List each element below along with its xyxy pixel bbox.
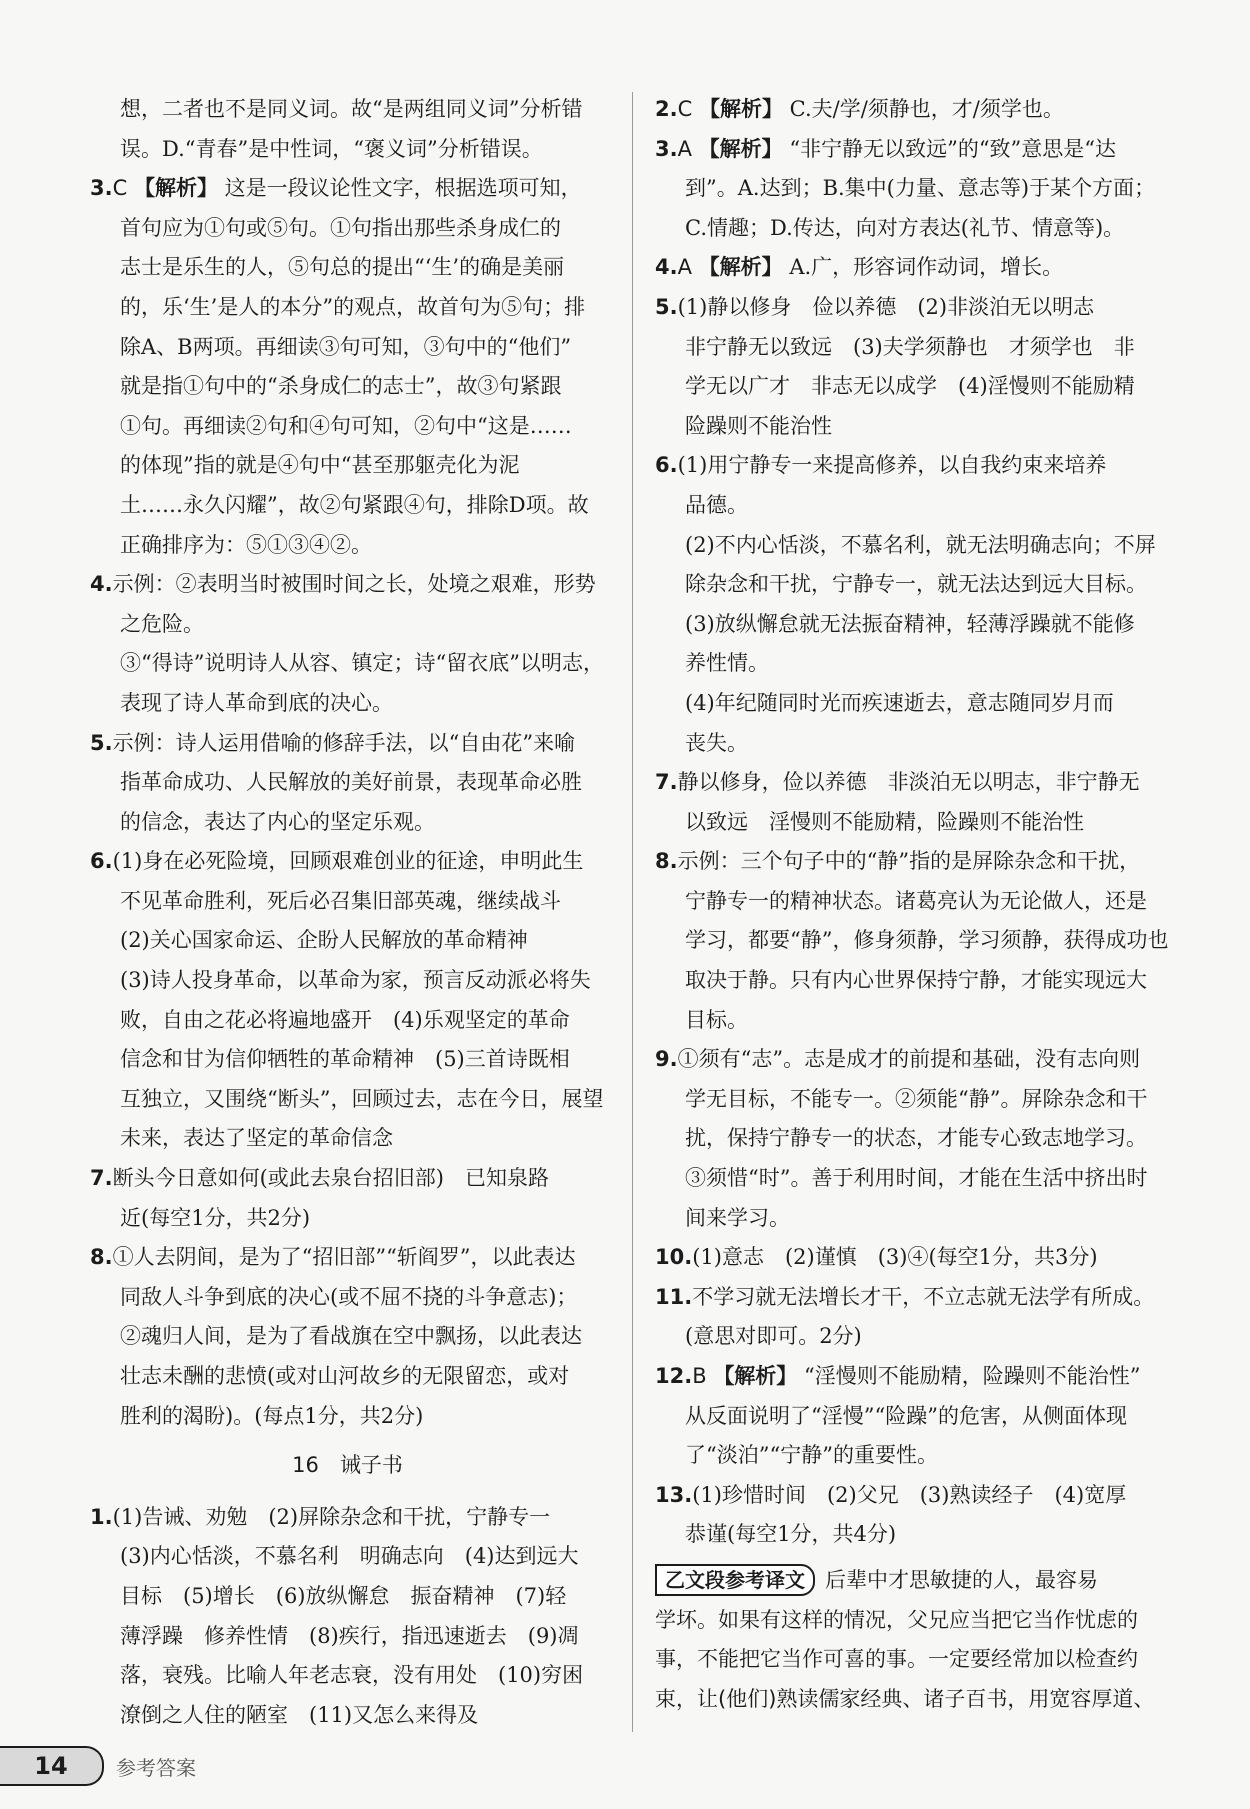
section-answer-item-4: 4.A 【解析】 A.广，形容词作动词，增长。: [655, 255, 1064, 280]
item-number: 6.: [655, 453, 678, 478]
item-number: 6.: [90, 849, 113, 874]
item-number: 5.: [655, 294, 678, 319]
item-number: 8.: [90, 1245, 113, 1270]
answer-item-6: 6.(1)身在必死险境，回顾艰难创业的征途，申明此生 不见革命胜利，死后必召集旧部英魂，继续战斗 (2)关心国家命运、企盼人民解放的革命精神 (3)诗人投身革命，以革命为家，预言反动派必将失 败，自由之花必将遍地盛开 (4)乐观坚定的革命 信念和甘为信仰牺牲的革命精神 (5)三首诗既相 互独立，又围绕“断头”，回顾过去，志在今日，展望 未来，表达了坚定的革命信念: [90, 849, 604, 1151]
answer-item-5: 5.示例：诗人运用借喻的修辞手法，以“自由花”来喻 指革命成功、人民解放的美好前景，表现革命必胜 的信念，表达了内心的坚定乐观。: [90, 730, 582, 834]
item-number: 13.: [655, 1482, 693, 1507]
continued-text: 想，二者也不是同义词。故“是两组同义词”分析错 误。D.“青春”是中性词，“褒义词”分析错误。: [120, 97, 583, 161]
choice-answer: A: [677, 255, 692, 280]
section-answer-item-9: 9.①须有“志”。志是成才的前提和基础，没有志向则 学无目标，不能专一。②须能“静”。屏除杂念和干 扰，保持宁静专一的状态，才能专心致志地学习。 ③须惜“时”。善于利用时间，才能在生活中挤出时 间来学习。: [655, 1047, 1148, 1230]
page-number: 14: [0, 1746, 104, 1786]
item-number: 12.: [655, 1364, 693, 1388]
answer-item-4: 4.示例：②表明当时被围时间之长，处境之艰难，形势 之危险。 ③“得诗”说明诗人从容、镇定；诗“留衣底”以明志， 表现了诗人革命到底的决心。: [90, 572, 604, 715]
column-divider: [632, 92, 633, 1732]
item-number: 1.: [90, 1504, 113, 1529]
item-number: 4.: [655, 255, 678, 280]
section-answer-item-5: 5.(1)静以修身 俭以养德 (2)非淡泊无以明志 非宁静无以致远 (3)夫学须静也 才须学也 非 学无以广才 非志无以成学 (4)淫慢则不能励精 险躁则不能治性: [655, 294, 1135, 438]
section-answer-item-7: 7.静以修身，俭以养德 非淡泊无以明志，非宁静无 以致远 淫慢则不能励精，险躁则不能治性: [655, 770, 1140, 834]
section-answer-item-3: 3.A 【解析】 “非宁静无以致远”的“致”意思是“达 到”。A.达到；B.集中(力量、意志等)于某个方面； C.情趣；D.传达，向对方表达(礼节、情意等)。: [655, 136, 1156, 240]
answer-item-8: 8.①人去阴间，是为了“招旧部”“斩阎罗”，以此表达 同敌人斗争到底的决心(或不屈不挠的斗争意志)； ②魂归人间，是为了看战旗在空中飘扬，以此表达 壮志未酬的悲愤(或对山河故乡的无限留恋，或对 胜利的渴盼)。(每点1分，共2分): [90, 1245, 582, 1428]
analysis-tag: 【解析】: [698, 97, 783, 121]
item-number: 7.: [90, 1166, 113, 1191]
item-number: 8.: [655, 849, 678, 874]
item-number: 4.: [90, 572, 113, 597]
answer-item-3: 3.C 【解析】 这是一段议论性文字，根据选项可知， 首句应为①句或⑤句。①句指出那些杀身成仁的 志士是乐生的人，⑤句总的提出“‘生’的确是美丽 的，乐‘生’是人的本分”的观点，故首句为⑤句；排 除A、B两项。再细读③句可知，③句中的“他们” 就是指①句中的“杀身成仁的志士”，故③句紧跟 ①句。再细读②句和④句可知，②句中“这是…… 的体现”指的就是④句中“甚至那躯壳化为泥 土……永久闪耀”，故②句紧跟④句，排除D项。故 正确排序为：⑤①③④②。: [90, 176, 589, 557]
analysis-tag: 【解析】: [698, 255, 783, 280]
analysis-tag: 【解析】: [713, 1364, 798, 1388]
analysis-tag: 【解析】: [133, 176, 218, 201]
choice-answer: B: [692, 1364, 707, 1388]
section-answer-item-12: 12.B 【解析】 “淫慢则不能励精，险躁则不能治性” 从反面说明了“淫慢”“险躁”的危害，从侧面体现 了“淡泊”“宁静”的重要性。: [655, 1364, 1141, 1468]
choice-answer: A: [677, 136, 692, 161]
item-number: 2.: [655, 97, 678, 121]
choice-answer: C: [677, 97, 693, 121]
left-column: [90, 90, 605, 1735]
section-answer-item-8: 8.示例：三个句子中的“静”指的是屏除杂念和干扰， 宁静专一的精神状态。诸葛亮认为无论做人，还是 学习，都要“静”，修身须静，学习须静，获得成功也 取决于静。只有内心世界保持宁静，才能实现远大 目标。: [655, 849, 1169, 1032]
section-answer-item-2: 2.C 【解析】 C.夫/学/须静也，才/须学也。: [655, 97, 1064, 121]
page-footer: [0, 1746, 400, 1786]
analysis-tag: 【解析】: [698, 136, 783, 161]
section-answer-item-13: 13.(1)珍惜时间 (2)父兄 (3)熟读经子 (4)宽厚 恭谨(每空1分，共4分): [655, 1482, 1127, 1547]
translation-block: 乙文段参考译文 后辈中才思敏捷的人，最容易 学坏。如果有这样的情况，父兄应当把它当作忧虑的 事，不能把它当作可喜的事。一定要经常加以检查约 束，让(他们)熟读儒家经典、诸子百书，用宽容厚道、: [655, 1561, 1170, 1719]
footer-label: 参考答案: [116, 1755, 196, 1780]
translation-label: 乙文段参考译文: [655, 1564, 815, 1596]
item-number: 9.: [655, 1047, 678, 1072]
section-answer-item-10: 10.(1)意志 (2)谨慎 (3)④(每空1分，共3分): [655, 1245, 1098, 1270]
item-number: 11.: [655, 1284, 693, 1309]
item-number: 5.: [90, 730, 113, 755]
item-number: 3.: [655, 136, 678, 161]
right-column: [655, 90, 1170, 1719]
section-answer-item-1: 1.(1)告诫、劝勉 (2)屏除杂念和干扰，宁静专一 (3)内心恬淡，不慕名利 明确志向 (4)达到远大 目标 (5)增长 (6)放纵懈怠 振奋精神 (7)轻 薄浮躁 修养性情 (8)疾行，指迅速逝去 (9)凋 落，衰残。比喻人年老志衰，没有用处 (10)穷困 潦倒之人住的陋室 (11)又怎么来得及: [90, 1504, 584, 1727]
section-title: 16 诫子书: [292, 1453, 403, 1478]
item-number: 3.: [90, 176, 113, 201]
choice-answer: C: [112, 176, 128, 201]
section-answer-item-11: 11.不学习就无法增长才干，不立志就无法学有所成。 (意思对即可。2分): [655, 1284, 1155, 1349]
item-number: 7.: [655, 770, 678, 795]
item-number: 10.: [655, 1245, 693, 1270]
section-answer-item-6: 6.(1)用宁静专一来提高修养，以自我约束来培养 品德。 (2)不内心恬淡，不慕名利，就无法明确志向；不屏 除杂念和干扰，宁静专一，就无法达到远大目标。 (3)放纵懈怠就无法振奋精神，轻薄浮躁就不能修 养性情。 (4)年纪随同时光而疾速逝去，意志随同岁月而 丧失。: [655, 453, 1156, 755]
answer-item-7: 7.断头今日意如何(或此去泉台招旧部) 已知泉路 近(每空1分，共2分): [90, 1166, 549, 1230]
